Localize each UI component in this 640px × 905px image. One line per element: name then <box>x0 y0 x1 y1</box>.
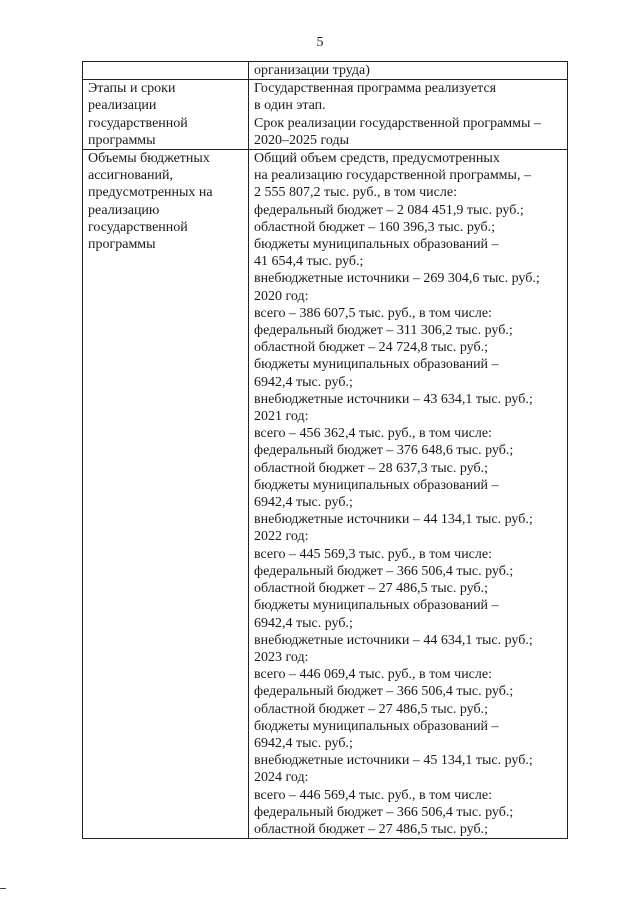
text-line: государственной <box>88 115 188 131</box>
text-line: на реализацию государственной программы, – <box>254 168 531 184</box>
text-line: Государственная программа реализуется <box>254 81 497 97</box>
row-value-cell <box>249 150 568 839</box>
margin-mark <box>0 888 6 889</box>
text-line: 41 654,4 тыс. руб.; <box>254 254 364 270</box>
text-line: государственной <box>88 219 188 235</box>
text-line: бюджеты муниципальных образований – <box>254 237 499 253</box>
table-row <box>83 62 568 80</box>
text-line: федеральный бюджет – 366 506,4 тыс. руб.; <box>254 804 514 820</box>
text-line: реализации <box>88 98 157 114</box>
text-line: областной бюджет – 24 724,8 тыс. руб.; <box>254 340 488 356</box>
table-row <box>83 80 568 150</box>
row-label-cell <box>83 80 249 150</box>
page-number: 5 <box>316 35 324 50</box>
text-line: бюджеты муниципальных образований – <box>254 718 499 734</box>
text-line: областной бюджет – 28 637,3 тыс. руб.; <box>254 460 488 476</box>
text-line: федеральный бюджет – 311 306,2 тыс. руб.; <box>254 323 513 339</box>
text-line: 6942,4 тыс. руб.; <box>254 615 353 631</box>
text-line: Объемы бюджетных <box>88 151 210 167</box>
text-line: 2020 год: <box>254 288 309 304</box>
text-line: бюджеты муниципальных образований – <box>254 598 499 614</box>
text-line: ассигнований, <box>88 168 173 184</box>
text-line: 6942,4 тыс. руб.; <box>254 374 353 390</box>
text-line: внебюджетные источники – 43 634,1 тыс. руб.; <box>254 391 533 407</box>
text-line: в один этап. <box>254 98 326 114</box>
text-line: 2023 год: <box>254 649 309 665</box>
text-line: федеральный бюджет – 366 506,4 тыс. руб.; <box>254 563 514 579</box>
text-line: организации труда) <box>254 63 370 78</box>
text-line: всего – 386 607,5 тыс. руб., в том числе: <box>254 305 492 321</box>
text-line: внебюджетные источники – 44 634,1 тыс. руб.; <box>254 632 533 648</box>
text-line: областной бюджет – 160 396,3 тыс. руб.; <box>254 219 495 235</box>
text-line: областной бюджет – 27 486,5 тыс. руб.; <box>254 701 488 717</box>
table-row <box>83 150 568 839</box>
text-line: областной бюджет – 27 486,5 тыс. руб.; <box>254 821 488 837</box>
text-line: Этапы и сроки <box>88 81 176 97</box>
text-line: программы <box>88 237 156 253</box>
text-line: федеральный бюджет – 366 506,4 тыс. руб.; <box>254 684 514 700</box>
text-line: 6942,4 тыс. руб.; <box>254 735 353 751</box>
text-line: Срок реализации государственной программы – <box>254 115 541 131</box>
text-line: программы <box>88 132 156 148</box>
text-line: федеральный бюджет – 2 084 451,9 тыс. руб.; <box>254 202 524 218</box>
program-passport-table <box>82 61 568 839</box>
text-line: бюджеты муниципальных образований – <box>254 477 499 493</box>
text-line: 2022 год: <box>254 529 309 545</box>
text-line: Общий объем средств, предусмотренных <box>254 151 500 167</box>
text-line: областной бюджет – 27 486,5 тыс. руб.; <box>254 581 488 597</box>
text-line: предусмотренных на <box>88 185 213 201</box>
text-line: бюджеты муниципальных образований – <box>254 357 499 373</box>
text-line: внебюджетные источники – 44 134,1 тыс. руб.; <box>254 512 533 528</box>
text-line: внебюджетные источники – 269 304,6 тыс. руб.; <box>254 271 540 287</box>
text-line: всего – 445 569,3 тыс. руб., в том числе: <box>254 546 492 562</box>
text-line: всего – 456 362,4 тыс. руб., в том числе: <box>254 426 492 442</box>
row-value-cell <box>249 62 568 80</box>
text-line: 6942,4 тыс. руб.; <box>254 495 353 511</box>
text-line: федеральный бюджет – 376 648,6 тыс. руб.; <box>254 443 514 459</box>
row-value-cell <box>249 80 568 150</box>
text-line: 2021 год: <box>254 409 309 425</box>
row-label-cell <box>83 150 249 839</box>
text-line: реализацию <box>88 202 160 218</box>
text-line: 2020–2025 годы <box>254 132 350 148</box>
text-line: 2024 год: <box>254 770 309 786</box>
text-line: всего – 446 569,4 тыс. руб., в том числе: <box>254 787 492 803</box>
text-line: внебюджетные источники – 45 134,1 тыс. руб.; <box>254 753 533 769</box>
text-line: 2 555 807,2 тыс. руб., в том числе: <box>254 185 457 201</box>
row-label-cell <box>83 62 249 80</box>
text-line: всего – 446 069,4 тыс. руб., в том числе: <box>254 667 492 683</box>
